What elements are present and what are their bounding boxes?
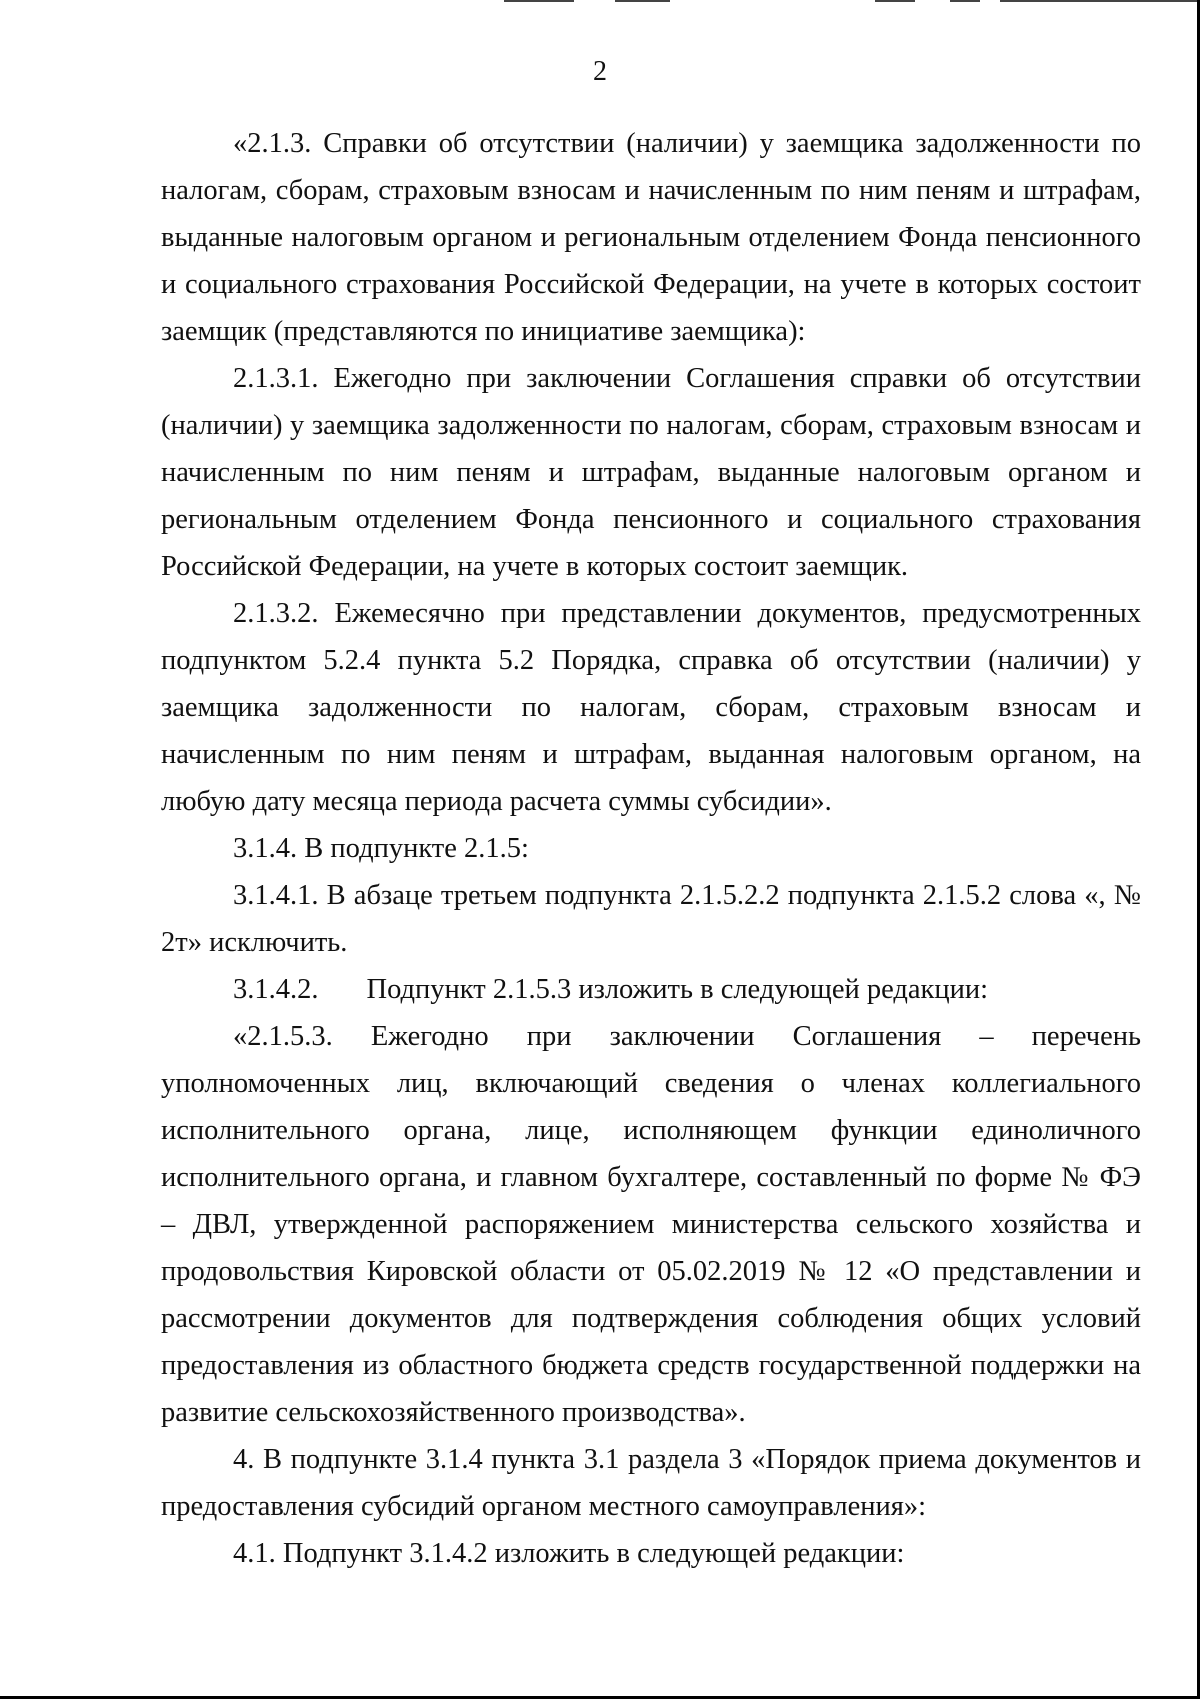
scan-artifact-top bbox=[480, 0, 1200, 3]
paragraph-2-1-5-3: «2.1.5.3. Ежегодно при заключении Соглашения – перечень уполномоченных лиц, включающий сведения о членах коллегиального исполнительного органа, лице, исполняющем функции единоличного исполнительного органа, и главном бухгалтере, составленный по форме № ФЭ – ДВЛ, утвержденной распоряжением министерства сельского хозяйства и продовольствия Кировской области от 05.02.2019 № 12 «О представлении и рассмотрении документов для подтверждения соблюдения общих условий предоставления из областного бюджета средств государственной поддержки на развитие сельскохозяйственного производства». bbox=[161, 1021, 1141, 1428]
paragraph-4-1: 4.1. Подпункт 3.1.4.2 изложить в следующей редакции: bbox=[233, 1538, 905, 1569]
page-number-container bbox=[0, 56, 1200, 88]
paragraph-3-1-4-2 bbox=[161, 966, 1141, 1013]
document-body bbox=[161, 120, 1141, 1577]
paragraph-3-1-4: 3.1.4. В подпункте 2.1.5: bbox=[233, 833, 529, 864]
paragraph-3-1-4-1: 3.1.4.1. В абзаце третьем подпункта 2.1.5.2.2 подпункта 2.1.5.2 слова «, № 2т» исключить. bbox=[161, 880, 1141, 958]
paragraph-2-1-3-2: 2.1.3.2. Ежемесячно при представлении документов, предусмотренных подпунктом 5.2.4 пункта 5.2 Порядка, справка об отсутствии (наличии) у заемщика задолженности по налогам, сборам, страховым взносам и начисленным по ним пеням и штрафам, выданная налоговым органом, на любую дату месяца периода расчета суммы субсидии». bbox=[161, 598, 1141, 817]
paragraph-3-1-4-2-number: 3.1.4.2. bbox=[233, 974, 319, 1005]
paragraph-4: 4. В подпункте 3.1.4 пункта 3.1 раздела 3 «Порядок приема документов и предоставления субсидий органом местного самоуправления»: bbox=[161, 1444, 1141, 1522]
page-number: 2 bbox=[593, 56, 607, 87]
paragraph-3-1-4-2-text: Подпункт 2.1.5.3 изложить в следующей редакции: bbox=[366, 974, 989, 1005]
paragraph-2-1-3: «2.1.3. Справки об отсутствии (наличии) у заемщика задолженности по налогам, сборам, страховым взносам и начисленным по ним пеням и штрафам, выданные налоговым органом и региональным отделением Фонда пенсионного и социального страхования Российской Федерации, на учете в которых состоит заемщик (представляются по инициативе заемщика): bbox=[161, 128, 1141, 347]
paragraph-2-1-3-1: 2.1.3.1. Ежегодно при заключении Соглашения справки об отсутствии (наличии) у заемщика задолженности по налогам, сборам, страховым взносам и начисленным по ним пеням и штрафам, выданные налоговым органом и региональным отделением Фонда пенсионного и социального страхования Российской Федерации, на учете в которых состоит заемщик. bbox=[161, 363, 1141, 582]
